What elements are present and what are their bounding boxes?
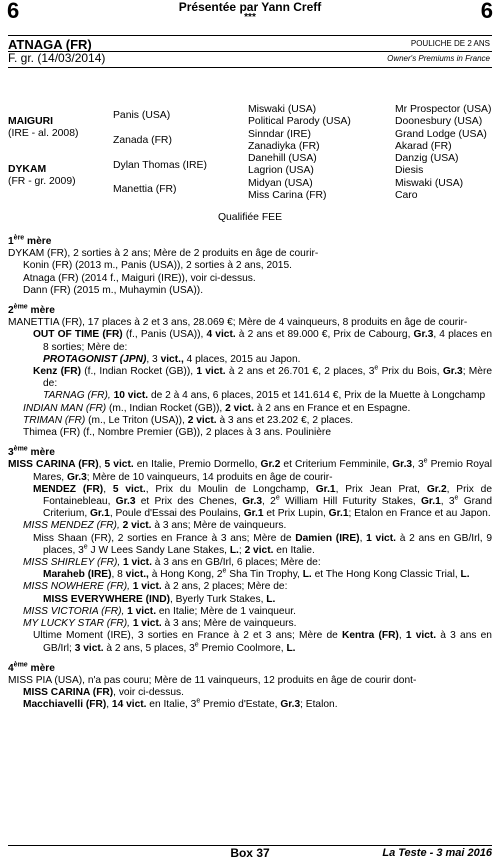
pedigree-g2: Zanada (FR) <box>113 135 172 146</box>
header-rule-bottom <box>8 67 492 68</box>
produce-line: Atnaga (FR) (2014 f., Maiguri (IRE)), voir ci-dessus. <box>23 272 256 284</box>
pedigree-g2: Dylan Thomas (IRE) <box>113 160 207 171</box>
horse-sex-age: POULICHE DE 2 ANS <box>410 39 490 48</box>
pedigree-g3: Sinndar (IRE) <box>248 129 311 140</box>
produce-line: MISS EVERYWHERE (IND), Byerly Turk Stakes, L. <box>43 593 276 605</box>
pedigree-g2: Panis (USA) <box>113 110 171 121</box>
pedigree-g3: Political Parody (USA) <box>248 116 351 127</box>
section-heading-3: 3ème mère <box>8 445 55 459</box>
produce-line: Miss Shaan (FR), 2 sorties en France à 3 ans; Mère de Damien (IRE), 1 vict. à 2 ans en GB/Irl, 9 places, 3e J W Lees Sandy Lane Stakes, L.; 2 vict. en Italie. <box>33 532 492 556</box>
produce-line: Macchiavelli (FR), 14 vict. en Italie, 3e Premio d'Estate, Gr.3; Etalon. <box>23 697 338 711</box>
qualified-fee: Qualifiée FEE <box>217 212 283 223</box>
produce-line: MISS NOWHERE (FR), 1 vict. à 2 ans, 2 places; Mère de: <box>23 581 288 593</box>
dam-3-paragraph: MISS CARINA (FR), 5 vict. en Italie, Premio Dormello, Gr.2 et Criterium Femminile, Gr.3, 3e Premio Royal Mares, Gr.3; Mère de 10 vainqueurs, 14 produits en âge de courir- <box>8 458 492 483</box>
sire-origin: (IRE - al. 2008) <box>8 128 79 139</box>
pedigree-g4: Mr Prospector (USA) <box>395 104 492 115</box>
produce-line: Konin (FR) (2013 m., Panis (USA)), 2 sorties à 2 ans, 2015. <box>23 260 292 272</box>
page-header <box>0 0 500 30</box>
pedigree-g3: Miss Carina (FR) <box>248 190 327 201</box>
header-rule-top <box>8 35 492 36</box>
box-number: Box 37 <box>230 846 270 860</box>
page-footer <box>0 846 500 862</box>
produce-line: PROTAGONIST (JPN), 3 vict., 4 places, 2015 au Japon. <box>43 353 301 365</box>
lot-number-left: 6 <box>7 0 20 23</box>
dam-name: DYKAM <box>8 164 47 175</box>
pedigree-g3: Danehill (USA) <box>248 153 317 164</box>
pedigree-notes <box>8 236 492 712</box>
produce-line: MISS MENDEZ (FR), 2 vict. à 3 ans; Mère de vainqueurs. <box>23 520 287 532</box>
produce-line: MY LUCKY STAR (FR), 1 vict. à 3 ans; Mère de vainqueurs. <box>23 618 297 630</box>
pedigree-g3: Miswaki (USA) <box>248 104 317 115</box>
pedigree-g3: Midyan (USA) <box>248 178 313 189</box>
produce-line: MISS SHIRLEY (FR), 1 vict. à 3 ans en GB/Irl, 6 places; Mère de: <box>23 557 321 569</box>
produce-line: INDIAN MAN (FR) (m., Indian Rocket (GB)), 2 vict. à 2 ans en France et en Espagne. <box>23 402 411 414</box>
produce-line: Thimea (FR) (f., Nombre Premier (GB)), 2 places à 3 ans. Poulinière <box>23 427 331 439</box>
sale-place-date: La Teste - 3 mai 2016 <box>382 847 492 859</box>
pedigree-table <box>8 104 498 204</box>
section-heading-1: 1ère mère <box>8 234 52 247</box>
produce-line: Kenz (FR) (f., Indian Rocket (GB)), 1 vict. à 2 ans et 26.701 €, 2 places, 3e Prix du Bois, Gr.3; Mère de: <box>33 364 492 390</box>
produce-line: Ultime Moment (IRE), 3 sorties en France à 2 et 3 ans; Mère de Kentra (FR), 1 vict. à 3 ans en GB/Irl; 3 vict. à 2 ans, 5 places, 3e Premio Coolmore, L. <box>33 630 492 654</box>
pedigree-g4: Doonesbury (USA) <box>395 116 483 127</box>
section-heading-2: 2ème mère <box>8 303 55 317</box>
produce-line: MISS VICTORIA (FR), 1 vict. en Italie; Mère de 1 vainqueur. <box>23 605 296 617</box>
dam-4-paragraph: MISS PIA (USA), n'a pas couru; Mère de 11 vainqueurs, 12 produits en âge de courir dont- <box>8 674 417 686</box>
pedigree-g2: Manettia (FR) <box>113 184 177 195</box>
owner-premiums: Owner's Premiums in France <box>387 54 490 63</box>
dam-1-paragraph: DYKAM (FR), 2 sorties à 2 ans; Mère de 2 produits en âge de courir- <box>8 248 319 260</box>
produce-line: TRIMAN (FR) (m., Le Triton (USA)), 2 vict. à 3 ans et 23.202 €, 2 places. <box>23 414 354 426</box>
produce-line: Dann (FR) (2015 m., Muhaymin (USA)). <box>23 284 204 296</box>
pedigree-g3: Lagrion (USA) <box>248 165 314 176</box>
dam-2-paragraph: MANETTIA (FR), 17 places à 2 et 3 ans, 28.069 €; Mère de 4 vainqueurs, 8 produits en âge de courir- <box>8 317 468 329</box>
horse-description: F. gr. (14/03/2014) <box>8 51 106 65</box>
produce-line: OUT OF TIME (FR) (f., Panis (USA)), 4 vict. à 2 ans et 89.000 €, Prix de Cabourg, Gr.3, 4 places en 8 sorties; Mère de: <box>33 329 492 353</box>
section-heading-4: 4ème mère <box>8 661 55 674</box>
sire-name: MAIGURI <box>8 116 54 127</box>
pedigree-g4: Caro <box>395 190 418 201</box>
header-rule-mid <box>8 51 492 52</box>
pedigree-g4: Miswaki (USA) <box>395 178 464 189</box>
produce-line: MISS CARINA (FR), voir ci-dessus. <box>23 687 184 699</box>
horse-name: ATNAGA (FR) <box>8 37 92 52</box>
pedigree-g3: Zanadiyka (FR) <box>248 141 320 152</box>
produce-line: Maraheb (IRE), 8 vict., à Hong Kong, 2e Sha Tin Trophy, L. et The Hong Kong Classic Trial, L. <box>43 567 470 581</box>
pedigree-g4: Grand Lodge (USA) <box>395 129 487 140</box>
stars: *** <box>244 12 256 23</box>
produce-line: MENDEZ (FR), 5 vict., Prix du Moulin de Longchamp, Gr.1, Prix Jean Prat, Gr.2, Prix de Fontainebleau, Gr.3 et Prix des Chenes, Gr.3, 2e William Hill Futurity Stakes, Gr.1, 3e Grand Criterium, Gr.1, Poule d'Essai des Poulains, Gr.1 et Prix Lupin, Gr.1; Etalon en France et au Japon. <box>33 483 493 520</box>
pedigree-g4: Diesis <box>395 165 424 176</box>
produce-line: TARNAG (FR), 10 vict. de 2 à 4 ans, 6 places, 2015 et 141.614 €, Prix de la Muette à Longchamp <box>43 390 486 402</box>
pedigree-g4: Danzig (USA) <box>395 153 459 164</box>
dam-origin: (FR - gr. 2009) <box>8 176 76 187</box>
presented-by: Présentée par Yann Creff <box>178 0 322 14</box>
lot-number-right: 6 <box>480 0 493 23</box>
pedigree-g4: Akarad (FR) <box>395 141 452 152</box>
